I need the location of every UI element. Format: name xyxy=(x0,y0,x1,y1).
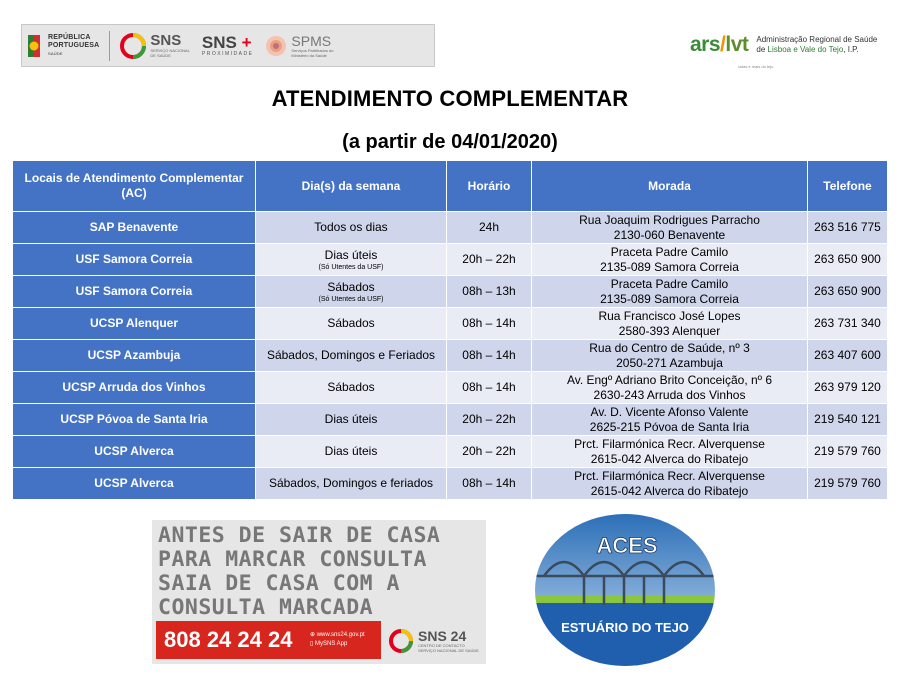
phone-cell: 263 407 600 xyxy=(808,340,888,372)
address-line2: 2135-089 Samora Correia xyxy=(600,291,739,306)
table-row xyxy=(13,308,888,340)
table-row xyxy=(13,436,888,468)
days-text: Sábados xyxy=(327,316,375,330)
days-cell xyxy=(256,308,447,340)
days-cell xyxy=(256,468,447,500)
spms-label: SPMS xyxy=(291,32,332,49)
address-line1: Praceta Padre Camilo xyxy=(610,276,729,291)
address-line2: 2615-042 Alverca do Ribatejo xyxy=(590,483,749,498)
aces-bottom-text: ESTUÁRIO DO TEJO xyxy=(561,620,689,635)
hours-cell: 08h – 14h xyxy=(447,468,532,500)
spms-logo xyxy=(265,34,333,58)
address-line1: Prct. Filarmónica Recr. Alverquense xyxy=(574,468,765,483)
days-text: Sábados, Domingos e feriados xyxy=(268,476,434,490)
ars-desc-de: de xyxy=(756,45,768,54)
days-text: Dias úteis xyxy=(324,412,378,426)
hours-cell: 20h – 22h xyxy=(447,404,532,436)
hours-cell: 08h – 14h xyxy=(447,308,532,340)
header-days: Dia(s) da semana xyxy=(256,161,447,212)
sns-label: SNS xyxy=(150,32,182,49)
table-row xyxy=(13,468,888,500)
banner-line4: CONSULTA MARCADA xyxy=(158,595,374,620)
days-cell xyxy=(256,372,447,404)
sns24-logo xyxy=(388,624,479,658)
location-cell: UCSP Alenquer xyxy=(13,308,256,340)
sns-plus-label: SNS xyxy=(201,32,237,52)
days-cell xyxy=(256,436,447,468)
address-cell xyxy=(532,276,808,308)
days-text: Dias úteis xyxy=(324,444,378,458)
sns-sub1: SERVIÇO NACIONAL xyxy=(150,48,190,53)
phone-cell: 263 516 775 xyxy=(808,212,888,244)
address-line1: Av. Engº Adriano Brito Conceição, nº 6 xyxy=(566,372,773,387)
address-line2: 2135-089 Samora Correia xyxy=(600,259,739,274)
table-row xyxy=(13,372,888,404)
hours-cell: 20h – 22h xyxy=(447,436,532,468)
table-header-row xyxy=(13,161,888,212)
ars-desc-region: Lisboa e Vale do Tejo xyxy=(767,45,844,54)
sns-circle-icon xyxy=(120,33,146,59)
republica-portuguesa-logo xyxy=(28,34,99,58)
rp-line1: REPÚBLICA xyxy=(48,33,91,41)
address-line2: 2630-243 Arruda dos Vinhos xyxy=(593,387,746,402)
spms-sub1: Serviços Partilhados do xyxy=(291,47,334,53)
days-cell xyxy=(256,276,447,308)
days-cell xyxy=(256,404,447,436)
header-address: Morada xyxy=(532,161,808,212)
phone-cell: 263 650 900 xyxy=(808,276,888,308)
address-cell xyxy=(532,404,808,436)
ars-desc-ip: , I.P. xyxy=(843,45,859,54)
address-line1: Prct. Filarmónica Recr. Alverquense xyxy=(574,436,765,451)
banner-line1: ANTES DE SAIR DE CASA xyxy=(158,523,441,548)
partner-logos-strip xyxy=(21,24,435,67)
rp-line2: PORTUGUESA xyxy=(48,41,100,49)
address-cell xyxy=(532,372,808,404)
sns24-circle-icon xyxy=(388,628,414,654)
republica-emblem-icon xyxy=(28,35,44,57)
web-icon: ⊕ xyxy=(310,632,316,638)
days-text: Sábados xyxy=(327,380,375,394)
hours-cell: 08h – 13h xyxy=(447,276,532,308)
hours-cell: 24h xyxy=(447,212,532,244)
spms-sub2: Ministério da Saúde xyxy=(291,52,327,58)
phone-cell: 263 731 340 xyxy=(808,308,888,340)
aces-top-text: ACES xyxy=(596,533,658,558)
spms-flower-icon xyxy=(265,35,287,57)
address-line2: 2615-042 Alverca do Ribatejo xyxy=(590,451,749,466)
days-cell xyxy=(256,212,447,244)
header-hours: Horário xyxy=(447,161,532,212)
header-phone: Telefone xyxy=(808,161,888,212)
page-title: ATENDIMENTO COMPLEMENTAR xyxy=(271,86,629,111)
table-row xyxy=(13,340,888,372)
location-cell: USF Samora Correia xyxy=(13,244,256,276)
address-line1: Praceta Padre Camilo xyxy=(610,244,729,259)
location-cell: SAP Benavente xyxy=(13,212,256,244)
aces-estuario-logo xyxy=(534,513,716,667)
sns24-banner xyxy=(152,520,486,664)
hours-cell: 08h – 14h xyxy=(447,372,532,404)
sns-logo xyxy=(120,33,190,59)
address-line2: 2625-215 Póvoa de Santa Iria xyxy=(589,419,750,434)
location-cell: UCSP Póvoa de Santa Iria xyxy=(13,404,256,436)
table-row xyxy=(13,244,888,276)
app-icon: ▯ xyxy=(310,641,314,647)
table-row xyxy=(13,276,888,308)
ars-desc-line1: Administração Regional de Saúde xyxy=(756,35,878,44)
table-row xyxy=(13,404,888,436)
table-row xyxy=(13,212,888,244)
address-line2: 2130-060 Benavente xyxy=(613,227,726,242)
address-line2: 2050-271 Azambuja xyxy=(616,355,723,370)
phone-cell: 219 579 760 xyxy=(808,468,888,500)
days-cell xyxy=(256,340,447,372)
phone-cell: 219 540 121 xyxy=(808,404,888,436)
sns24-link: www.sns24.gov.pt xyxy=(316,632,365,638)
address-line2: 2580-393 Alenquer xyxy=(618,323,721,338)
sns24-phone: 808 24 24 24 xyxy=(164,627,293,652)
plus-icon: + xyxy=(241,32,252,52)
ars-word: ars xyxy=(690,33,721,56)
location-cell: USF Samora Correia xyxy=(13,276,256,308)
days-note: (Só Utentes da USF) xyxy=(318,295,384,303)
sns24-sub1: CENTRO DE CONTACTO xyxy=(418,642,465,648)
ars-lvt-word: lvt xyxy=(725,33,749,56)
ars-lvt-logo: ars/lvt vidas e mais do tejo Administração Regional de Saúde de Lisboa e Vale do Tejo, I.P. xyxy=(690,33,878,69)
days-text: Todos os dias xyxy=(314,220,388,234)
location-cell: UCSP Azambuja xyxy=(13,340,256,372)
address-line1: Rua Francisco José Lopes xyxy=(598,308,741,323)
location-cell: UCSP Alverca xyxy=(13,436,256,468)
schedule-table xyxy=(12,160,888,500)
days-cell xyxy=(256,244,447,276)
divider xyxy=(109,31,110,61)
phone-cell: 263 979 120 xyxy=(808,372,888,404)
hours-cell: 20h – 22h xyxy=(447,244,532,276)
sns24-sub2: SERVIÇO NACIONAL DE SAÚDE xyxy=(418,647,479,653)
rp-line3: SAÚDE xyxy=(48,50,63,56)
mysns-app-link: MySNS App xyxy=(314,641,348,647)
ars-tagline: vidas e mais do tejo xyxy=(738,64,774,69)
header-location: Locais de Atendimento Complementar (AC) xyxy=(13,161,256,212)
phone-cell: 263 650 900 xyxy=(808,244,888,276)
sns24-label: SNS 24 xyxy=(418,627,467,644)
banner-line2: PARA MARCAR CONSULTA xyxy=(158,547,427,572)
address-line1: Rua Joaquim Rodrigues Parracho xyxy=(579,212,760,227)
phone-bar xyxy=(156,621,381,659)
address-cell xyxy=(532,308,808,340)
days-text: Sábados, Domingos e Feriados xyxy=(266,348,436,362)
address-cell xyxy=(532,468,808,500)
aces-river xyxy=(534,603,716,667)
hours-cell: 08h – 14h xyxy=(447,340,532,372)
address-cell xyxy=(532,244,808,276)
banner-line3: SAIA DE CASA COM A xyxy=(158,571,400,596)
days-note: (Só Utentes da USF) xyxy=(318,263,384,271)
days-text: Dias úteis xyxy=(324,247,378,262)
address-cell xyxy=(532,212,808,244)
proximidade-label: PROXIMIDADE xyxy=(201,50,254,57)
days-text: Sábados xyxy=(327,279,375,294)
address-line1: Av. D. Vicente Afonso Valente xyxy=(590,404,749,419)
address-line1: Rua do Centro de Saúde, nº 3 xyxy=(589,340,750,355)
location-cell: UCSP Alverca xyxy=(13,468,256,500)
sns-proximidade-logo xyxy=(201,32,254,57)
sns-sub2: DE SAÚDE xyxy=(150,53,171,58)
page-subtitle: (a partir de 04/01/2020) xyxy=(342,131,558,153)
location-cell: UCSP Arruda dos Vinhos xyxy=(13,372,256,404)
address-cell xyxy=(532,436,808,468)
phone-cell: 219 579 760 xyxy=(808,436,888,468)
address-cell xyxy=(532,340,808,372)
